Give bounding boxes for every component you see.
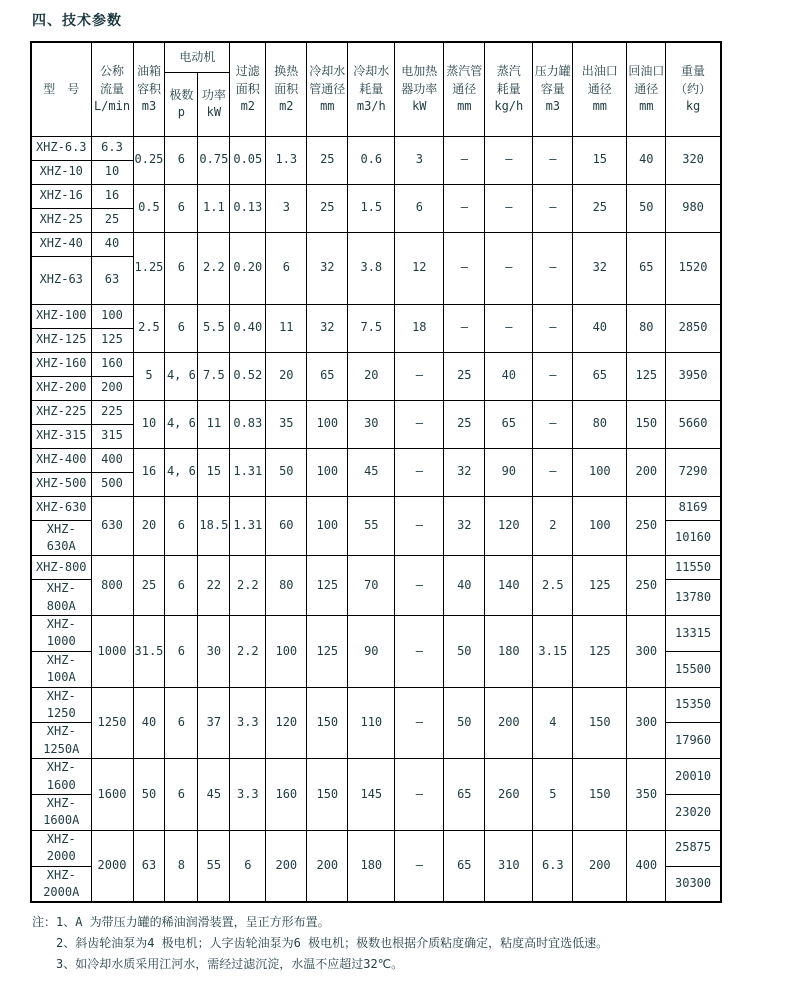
cell-cooling-water: 30 — [348, 400, 395, 448]
table-row — [31, 687, 721, 723]
cell-heat-area: 3 — [266, 184, 307, 232]
cell-model: XHZ-1250 — [31, 687, 91, 723]
cell-outlet-pipe: 200 — [573, 830, 627, 902]
header-poles: 极数 p — [165, 72, 198, 136]
cell-weight: 13315 — [666, 616, 721, 652]
spec-table — [30, 41, 722, 903]
cell-model: XHZ-40 — [31, 232, 91, 256]
header-steam-cons: 蒸汽 耗量 kg/h — [485, 42, 533, 136]
cell-poles: 4, 6 — [165, 400, 198, 448]
cell-weight: 5660 — [666, 400, 721, 448]
cell-pressure-tank: — — [533, 352, 573, 400]
cell-steam-pipe: — — [444, 232, 485, 304]
spec-table-body — [31, 136, 721, 902]
cell-tank: 50 — [133, 759, 165, 831]
cell-heater-power: 18 — [395, 304, 444, 352]
cell-heat-area: 100 — [266, 616, 307, 688]
cell-power: 1.1 — [198, 184, 230, 232]
cell-outlet-pipe: 100 — [573, 496, 627, 556]
cell-heat-area: 50 — [266, 448, 307, 496]
table-row — [31, 616, 721, 652]
cell-poles: 6 — [165, 232, 198, 304]
cell-pressure-tank: 4 — [533, 687, 573, 759]
cell-heater-power: — — [395, 496, 444, 556]
header-pressure-tank: 压力罐 容量 m3 — [533, 42, 573, 136]
table-row — [31, 184, 721, 208]
cell-outlet-pipe: 100 — [573, 448, 627, 496]
cell-heat-area: 20 — [266, 352, 307, 400]
cell-power: 2.2 — [198, 232, 230, 304]
cell-cooling-pipe: 125 — [307, 556, 348, 616]
cell-steam-cons: — — [485, 304, 533, 352]
cell-heater-power: 6 — [395, 184, 444, 232]
notes — [32, 912, 786, 975]
cell-model: XHZ-800 — [31, 556, 91, 580]
cell-cooling-pipe: 25 — [307, 136, 348, 184]
cell-model: XHZ-630A — [31, 520, 91, 556]
cell-flow: 630 — [91, 496, 133, 556]
cell-cooling-pipe: 100 — [307, 496, 348, 556]
cell-flow: 6.3 — [91, 136, 133, 160]
cell-heat-area: 60 — [266, 496, 307, 556]
cell-tank: 40 — [133, 687, 165, 759]
cell-poles: 6 — [165, 616, 198, 688]
cell-flow: 400 — [91, 448, 133, 472]
cell-steam-cons: — — [485, 184, 533, 232]
cell-model: XHZ-2000 — [31, 830, 91, 866]
cell-weight: 3950 — [666, 352, 721, 400]
cell-model: XHZ-1250A — [31, 723, 91, 759]
cell-heater-power: 3 — [395, 136, 444, 184]
cell-steam-pipe: 65 — [444, 830, 485, 902]
cell-model: XHZ-100 — [31, 304, 91, 328]
cell-steam-pipe: 32 — [444, 496, 485, 556]
cell-tank: 0.5 — [133, 184, 165, 232]
cell-heat-area: 80 — [266, 556, 307, 616]
cell-poles: 4, 6 — [165, 352, 198, 400]
cell-cooling-pipe: 32 — [307, 304, 348, 352]
cell-weight: 2850 — [666, 304, 721, 352]
cell-power: 45 — [198, 759, 230, 831]
cell-model: XHZ-100A — [31, 651, 91, 687]
cell-flow: 315 — [91, 424, 133, 448]
cell-weight: 10160 — [666, 520, 721, 556]
cell-heater-power: — — [395, 687, 444, 759]
cell-filter-area: 1.31 — [230, 496, 266, 556]
cell-cooling-water: 90 — [348, 616, 395, 688]
cell-steam-cons: — — [485, 136, 533, 184]
cell-tank: 31.5 — [133, 616, 165, 688]
cell-outlet-pipe: 40 — [573, 304, 627, 352]
cell-filter-area: 1.31 — [230, 448, 266, 496]
cell-flow: 63 — [91, 256, 133, 304]
cell-weight: 25875 — [666, 830, 721, 866]
cell-weight: 30300 — [666, 866, 721, 902]
cell-flow: 16 — [91, 184, 133, 208]
cell-poles: 8 — [165, 830, 198, 902]
note-line-2: 2、斜齿轮油泵为4 极电机；人字齿轮油泵为6 极电机；极数也根据介质粘度确定，粘度高时宜选低速。 — [56, 936, 609, 951]
cell-flow: 800 — [91, 556, 133, 616]
table-row — [31, 304, 721, 328]
cell-weight: 23020 — [666, 794, 721, 830]
cell-return-pipe: 150 — [627, 400, 666, 448]
table-row — [31, 352, 721, 376]
cell-filter-area: 2.2 — [230, 556, 266, 616]
cell-tank: 1.25 — [133, 232, 165, 304]
cell-filter-area: 6 — [230, 830, 266, 902]
cell-cooling-pipe: 150 — [307, 687, 348, 759]
cell-flow: 1600 — [91, 759, 133, 831]
cell-poles: 6 — [165, 687, 198, 759]
cell-model: XHZ-500 — [31, 472, 91, 496]
cell-tank: 0.25 — [133, 136, 165, 184]
cell-cooling-pipe: 32 — [307, 232, 348, 304]
cell-outlet-pipe: 125 — [573, 556, 627, 616]
cell-cooling-water: 7.5 — [348, 304, 395, 352]
cell-return-pipe: 50 — [627, 184, 666, 232]
cell-steam-pipe: 40 — [444, 556, 485, 616]
cell-model: XHZ-400 — [31, 448, 91, 472]
cell-model: XHZ-1000 — [31, 616, 91, 652]
cell-poles: 6 — [165, 184, 198, 232]
cell-model: XHZ-200 — [31, 376, 91, 400]
cell-return-pipe: 125 — [627, 352, 666, 400]
cell-model: XHZ-225 — [31, 400, 91, 424]
cell-heat-area: 120 — [266, 687, 307, 759]
cell-flow: 200 — [91, 376, 133, 400]
cell-heater-power: — — [395, 400, 444, 448]
header-weight: 重量 （约） kg — [666, 42, 721, 136]
note-line-3: 3、如冷却水质采用江河水，需经过滤沉淀，水温不应超过32℃。 — [56, 957, 404, 972]
cell-flow: 1000 — [91, 616, 133, 688]
cell-return-pipe: 300 — [627, 616, 666, 688]
header-steam-pipe: 蒸汽管 通径 mm — [444, 42, 485, 136]
cell-power: 37 — [198, 687, 230, 759]
cell-cooling-pipe: 200 — [307, 830, 348, 902]
cell-flow: 2000 — [91, 830, 133, 902]
cell-power: 30 — [198, 616, 230, 688]
cell-filter-area: 0.40 — [230, 304, 266, 352]
cell-flow: 40 — [91, 232, 133, 256]
cell-power: 5.5 — [198, 304, 230, 352]
cell-return-pipe: 200 — [627, 448, 666, 496]
cell-cooling-water: 45 — [348, 448, 395, 496]
cell-power: 7.5 — [198, 352, 230, 400]
cell-filter-area: 0.52 — [230, 352, 266, 400]
cell-pressure-tank: — — [533, 136, 573, 184]
cell-pressure-tank: 6.3 — [533, 830, 573, 902]
cell-return-pipe: 400 — [627, 830, 666, 902]
cell-cooling-water: 0.6 — [348, 136, 395, 184]
header-motor-group: 电动机 — [165, 42, 230, 72]
cell-model: XHZ-63 — [31, 256, 91, 304]
cell-outlet-pipe: 150 — [573, 687, 627, 759]
cell-weight: 980 — [666, 184, 721, 232]
cell-outlet-pipe: 32 — [573, 232, 627, 304]
cell-steam-pipe: 25 — [444, 400, 485, 448]
cell-outlet-pipe: 65 — [573, 352, 627, 400]
cell-cooling-pipe: 100 — [307, 448, 348, 496]
cell-heat-area: 6 — [266, 232, 307, 304]
cell-heater-power: — — [395, 448, 444, 496]
cell-steam-pipe: 50 — [444, 616, 485, 688]
cell-steam-cons: 90 — [485, 448, 533, 496]
cell-tank: 25 — [133, 556, 165, 616]
cell-steam-cons: 180 — [485, 616, 533, 688]
cell-cooling-water: 3.8 — [348, 232, 395, 304]
cell-model: XHZ-630 — [31, 496, 91, 520]
cell-steam-pipe: 25 — [444, 352, 485, 400]
table-row — [31, 556, 721, 580]
cell-outlet-pipe: 125 — [573, 616, 627, 688]
cell-tank: 5 — [133, 352, 165, 400]
cell-heat-area: 200 — [266, 830, 307, 902]
spec-table-header — [31, 42, 721, 136]
header-model: 型 号 — [31, 42, 91, 136]
cell-heater-power: 12 — [395, 232, 444, 304]
cell-poles: 4, 6 — [165, 448, 198, 496]
cell-filter-area: 0.13 — [230, 184, 266, 232]
note-line-1: 注：1、A 为带压力罐的稀油润滑装置，呈正方形布置。 — [32, 915, 330, 930]
cell-heater-power: — — [395, 616, 444, 688]
cell-poles: 6 — [165, 304, 198, 352]
cell-cooling-pipe: 65 — [307, 352, 348, 400]
cell-poles: 6 — [165, 759, 198, 831]
cell-steam-pipe: 32 — [444, 448, 485, 496]
cell-filter-area: 0.05 — [230, 136, 266, 184]
table-row — [31, 496, 721, 520]
cell-pressure-tank: — — [533, 448, 573, 496]
header-filter-area: 过滤 面积 m2 — [230, 42, 266, 136]
cell-cooling-water: 1.5 — [348, 184, 395, 232]
cell-weight: 15500 — [666, 651, 721, 687]
header-tank: 油箱 容积 m3 — [133, 42, 165, 136]
cell-filter-area: 3.3 — [230, 759, 266, 831]
cell-outlet-pipe: 15 — [573, 136, 627, 184]
cell-model: XHZ-800A — [31, 580, 91, 616]
cell-weight: 15350 — [666, 687, 721, 723]
header-outlet-pipe: 出油口 通径 mm — [573, 42, 627, 136]
cell-return-pipe: 40 — [627, 136, 666, 184]
header-power: 功率 kW — [198, 72, 230, 136]
cell-weight: 13780 — [666, 580, 721, 616]
cell-outlet-pipe: 150 — [573, 759, 627, 831]
cell-heat-area: 35 — [266, 400, 307, 448]
cell-model: XHZ-25 — [31, 208, 91, 232]
cell-tank: 63 — [133, 830, 165, 902]
cell-outlet-pipe: 25 — [573, 184, 627, 232]
cell-flow: 100 — [91, 304, 133, 328]
cell-steam-cons: 40 — [485, 352, 533, 400]
cell-model: XHZ-10 — [31, 160, 91, 184]
cell-pressure-tank: 2.5 — [533, 556, 573, 616]
cell-flow: 225 — [91, 400, 133, 424]
cell-heater-power: — — [395, 556, 444, 616]
cell-weight: 1520 — [666, 232, 721, 304]
cell-heat-area: 1.3 — [266, 136, 307, 184]
cell-steam-cons: 65 — [485, 400, 533, 448]
cell-model: XHZ-1600A — [31, 794, 91, 830]
cell-cooling-water: 110 — [348, 687, 395, 759]
cell-pressure-tank: 5 — [533, 759, 573, 831]
cell-poles: 6 — [165, 136, 198, 184]
cell-power: 55 — [198, 830, 230, 902]
cell-cooling-pipe: 125 — [307, 616, 348, 688]
cell-weight: 7290 — [666, 448, 721, 496]
cell-model: XHZ-2000A — [31, 866, 91, 902]
cell-weight: 11550 — [666, 556, 721, 580]
cell-weight: 320 — [666, 136, 721, 184]
cell-flow: 10 — [91, 160, 133, 184]
cell-filter-area: 0.20 — [230, 232, 266, 304]
page-title: 四、技术参数 — [32, 13, 122, 29]
header-heater-power: 电加热 器功率 kW — [395, 42, 444, 136]
header-cooling-pipe: 冷却水 管通径 mm — [307, 42, 348, 136]
cell-tank: 2.5 — [133, 304, 165, 352]
cell-pressure-tank: — — [533, 304, 573, 352]
cell-pressure-tank: — — [533, 232, 573, 304]
cell-steam-cons: — — [485, 232, 533, 304]
cell-return-pipe: 250 — [627, 496, 666, 556]
cell-pressure-tank: 3.15 — [533, 616, 573, 688]
cell-heat-area: 160 — [266, 759, 307, 831]
cell-steam-cons: 140 — [485, 556, 533, 616]
table-row — [31, 232, 721, 256]
cell-steam-cons: 310 — [485, 830, 533, 902]
table-row — [31, 759, 721, 795]
cell-weight: 20010 — [666, 759, 721, 795]
cell-filter-area: 2.2 — [230, 616, 266, 688]
cell-flow: 1250 — [91, 687, 133, 759]
cell-pressure-tank: — — [533, 400, 573, 448]
cell-pressure-tank: 2 — [533, 496, 573, 556]
cell-steam-cons: 260 — [485, 759, 533, 831]
cell-power: 22 — [198, 556, 230, 616]
cell-cooling-water: 20 — [348, 352, 395, 400]
cell-steam-pipe: 65 — [444, 759, 485, 831]
cell-cooling-water: 180 — [348, 830, 395, 902]
header-flow: 公称 流量 L/min — [91, 42, 133, 136]
cell-filter-area: 3.3 — [230, 687, 266, 759]
cell-steam-cons: 200 — [485, 687, 533, 759]
cell-return-pipe: 300 — [627, 687, 666, 759]
cell-flow: 160 — [91, 352, 133, 376]
cell-power: 0.75 — [198, 136, 230, 184]
cell-steam-pipe: — — [444, 304, 485, 352]
cell-model: XHZ-1600 — [31, 759, 91, 795]
cell-cooling-pipe: 150 — [307, 759, 348, 831]
cell-outlet-pipe: 80 — [573, 400, 627, 448]
cell-steam-pipe: 50 — [444, 687, 485, 759]
header-heat-area: 换热 面积 m2 — [266, 42, 307, 136]
cell-heater-power: — — [395, 759, 444, 831]
cell-model: XHZ-6.3 — [31, 136, 91, 160]
cell-power: 15 — [198, 448, 230, 496]
cell-return-pipe: 250 — [627, 556, 666, 616]
cell-model: XHZ-315 — [31, 424, 91, 448]
cell-heater-power: — — [395, 830, 444, 902]
header-cooling-water: 冷却水 耗量 m3/h — [348, 42, 395, 136]
cell-model: XHZ-125 — [31, 328, 91, 352]
cell-cooling-pipe: 100 — [307, 400, 348, 448]
cell-cooling-pipe: 25 — [307, 184, 348, 232]
cell-steam-pipe: — — [444, 136, 485, 184]
cell-flow: 125 — [91, 328, 133, 352]
table-row — [31, 448, 721, 472]
cell-model: XHZ-16 — [31, 184, 91, 208]
cell-steam-pipe: — — [444, 184, 485, 232]
cell-tank: 10 — [133, 400, 165, 448]
cell-flow: 25 — [91, 208, 133, 232]
cell-return-pipe: 80 — [627, 304, 666, 352]
cell-steam-cons: 120 — [485, 496, 533, 556]
cell-return-pipe: 65 — [627, 232, 666, 304]
table-row — [31, 830, 721, 866]
header-return-pipe: 回油口 通径 mm — [627, 42, 666, 136]
cell-weight: 17960 — [666, 723, 721, 759]
cell-poles: 6 — [165, 496, 198, 556]
cell-heat-area: 11 — [266, 304, 307, 352]
cell-cooling-water: 145 — [348, 759, 395, 831]
table-row — [31, 136, 721, 160]
cell-pressure-tank: — — [533, 184, 573, 232]
table-row — [31, 400, 721, 424]
cell-cooling-water: 70 — [348, 556, 395, 616]
cell-cooling-water: 55 — [348, 496, 395, 556]
cell-power: 18.5 — [198, 496, 230, 556]
cell-poles: 6 — [165, 556, 198, 616]
cell-return-pipe: 350 — [627, 759, 666, 831]
cell-filter-area: 0.83 — [230, 400, 266, 448]
cell-tank: 20 — [133, 496, 165, 556]
cell-power: 11 — [198, 400, 230, 448]
cell-model: XHZ-160 — [31, 352, 91, 376]
cell-heater-power: — — [395, 352, 444, 400]
cell-tank: 16 — [133, 448, 165, 496]
cell-weight: 8169 — [666, 496, 721, 520]
cell-flow: 500 — [91, 472, 133, 496]
